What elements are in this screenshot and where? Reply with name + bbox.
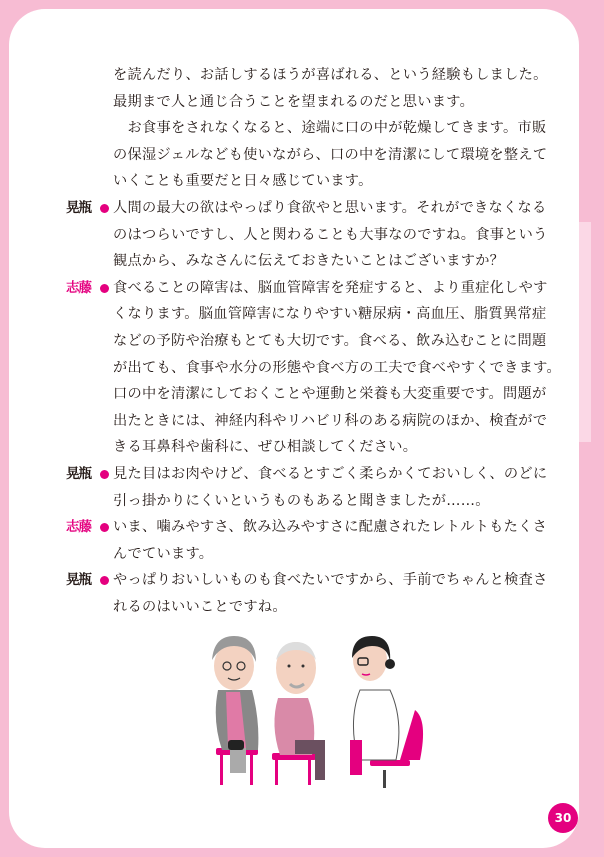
text-line: やっぱりおいしいものも食べたいですから、手前でちゃんと検査さ bbox=[113, 572, 548, 588]
speaker-name: 志藤 bbox=[66, 280, 91, 296]
consultation-illustration bbox=[200, 620, 450, 790]
side-tab bbox=[579, 222, 591, 442]
text-line: のはつらいですし、人と関わることも大事なのですね。食事という bbox=[113, 227, 548, 243]
text-line: 観点から、みなさんに伝えておきたいことはございますか？ bbox=[113, 253, 505, 269]
text-line: 出たときには、神経内科やリハビリ科のある病院のほか、検査がで bbox=[113, 413, 548, 429]
text-line: の保湿ジェルなども使いながら、口の中を清潔にして環境を整えて bbox=[113, 147, 548, 163]
text-line: お食事をされなくなると、途端に口の中が乾燥してきます。市販 bbox=[113, 120, 547, 136]
text-line: いま、噛みやすさ、飲み込みやすさに配慮されたレトルトもたくさ bbox=[113, 519, 548, 535]
speaker-bullet-icon bbox=[100, 523, 109, 532]
text-line: を読んだり、お話しするほうが喜ばれる、という経験もしました。 bbox=[113, 67, 548, 83]
speaker-bullet-icon bbox=[100, 204, 109, 213]
speaker-name: 志藤 bbox=[66, 519, 91, 535]
old-man-figure bbox=[272, 642, 325, 785]
speaker-name: 晃瓶 bbox=[66, 466, 91, 482]
text-line: 見た目はお肉やけど、食べるとすごく柔らかくておいしく、のどに bbox=[113, 466, 548, 482]
text-line: いくことも重要だと日々感じています。 bbox=[113, 173, 373, 189]
page-number-badge: 30 bbox=[548, 803, 578, 833]
text-line: 口の中を清潔にしておくことや運動と栄養も大変重要です。問題が bbox=[113, 386, 547, 402]
doctor-figure bbox=[350, 636, 423, 788]
speaker-bullet-icon bbox=[100, 576, 109, 585]
old-woman-figure bbox=[212, 636, 258, 785]
text-line: が出ても、食事や水分の形態や食べ方の工夫で食べやすくできます。 bbox=[113, 360, 561, 376]
speaker-bullet-icon bbox=[100, 284, 109, 293]
text-line: 最期まで人と通じ合うことを望まれるのだと思います。 bbox=[113, 94, 475, 110]
speaker-name: 晃瓶 bbox=[66, 200, 91, 216]
text-line: 引っ掛かりにくいというものもあると聞きましたが……。 bbox=[113, 493, 490, 509]
text-line: 食べることの障害は、脳血管障害を発症すると、より重症化しやす bbox=[113, 280, 548, 296]
text-line: くなります。脳血管障害になりやすい糖尿病・高血圧、脂質異常症 bbox=[113, 306, 547, 322]
speaker-name: 晃瓶 bbox=[66, 572, 91, 588]
speaker-bullet-icon bbox=[100, 470, 109, 479]
text-line: れるのはいいことですね。 bbox=[113, 599, 287, 615]
text-line: 人間の最大の欲はやっぱり食欲やと思います。それができなくなる bbox=[113, 200, 547, 216]
text-line: んでています。 bbox=[113, 546, 214, 562]
text-line: などの予防や治療もとても大切です。食べる、飲み込むことに問題 bbox=[113, 333, 547, 349]
text-line: きる耳鼻科や歯科に、ぜひ相談してください。 bbox=[113, 439, 418, 455]
